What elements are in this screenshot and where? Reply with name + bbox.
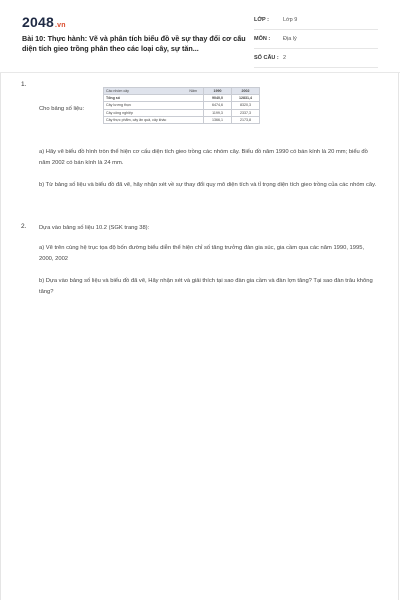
table-cell: 1366,1: [204, 116, 232, 123]
content-border-left: [0, 73, 1, 600]
meta-row-subject: [254, 35, 378, 49]
question-part-a: a) Vẽ trên cùng hệ trục tọa độ bốn đường biểu diễn thể hiện chỉ số tăng trưởng đàn gia súc, gia cầm qua các năm 1990, 1995, 2000, 2002: [39, 245, 365, 262]
worksheet-header: [0, 0, 400, 72]
table-cell: 2173,8: [232, 116, 260, 123]
question-part-b: b) Dựa vào bảng số liệu và biểu đồ đã vẽ, Hãy nhận xét và giải thích tại sao đàn gia cầm và đàn lợn tăng? Tại sao đàn trâu không tăng?: [39, 278, 373, 295]
worksheet-title: Bài 10: Thực hành: Vẽ và phân tích biểu đồ về sự thay đổi cơ cấu diện tích gieo trồng phân theo các loại cây, sự tăn...: [22, 34, 246, 53]
table-row: [104, 116, 260, 123]
table-cell: 12831,4: [232, 95, 260, 102]
meta-row-class: [254, 16, 378, 30]
corner-label-groups: Các nhóm cây: [106, 89, 129, 94]
meta-label: LỚP :: [254, 17, 269, 23]
question-number: 1.: [21, 81, 27, 88]
question-part-b: b) Từ bảng số liệu và biểu đồ đã vẽ, hãy nhận xét về sự thay đổi quy mô diện tích và tỉ trọng diện tích gieo trồng của các nhóm cây.: [39, 182, 377, 188]
table-cell: 1199,3: [204, 109, 232, 116]
table-header-year: 1990: [204, 88, 232, 95]
table-row-label: Cây thực phẩm, cây ăn quả, cây khác: [104, 116, 204, 123]
logo-tld: .vn: [54, 22, 66, 29]
meta-label: SỐ CÂU :: [254, 55, 279, 61]
meta-value: Địa lý: [283, 36, 297, 42]
table-row-label: Tổng số: [104, 95, 204, 102]
table-row: [104, 109, 260, 116]
table-row: [104, 102, 260, 109]
table-row-label: Cây lương thực: [104, 102, 204, 109]
table-cell: 2337,3: [232, 109, 260, 116]
corner-label-year: Năm: [189, 89, 197, 94]
table-row-label: Cây công nghiệp: [104, 109, 204, 116]
table-cell: 6474,6: [204, 102, 232, 109]
meta-row-question-count: [254, 54, 378, 68]
question-part-a: a) Hãy vẽ biểu đồ hình tròn thể hiện cơ cấu diện tích gieo trồng các nhóm cây. Biểu đồ năm 1990 có bán kính là 20 mm; biểu đồ năm 2002 có bán kính là 24 mm.: [39, 149, 368, 166]
table-cell: 8320,3: [232, 102, 260, 109]
meta-value: 2: [283, 55, 287, 61]
question-intro: Cho bảng số liệu:: [39, 106, 85, 112]
question-intro: Dựa vào bảng số liệu 10.2 (SGK trang 38):: [39, 225, 150, 231]
logo-text: 2048: [22, 14, 54, 30]
table-header-year: 2002: [232, 88, 260, 95]
header-divider: [0, 72, 400, 73]
table-cell: 9040,0: [204, 95, 232, 102]
meta-value: Lớp 9: [283, 17, 298, 23]
content-border-right: [398, 73, 399, 600]
table-row: [104, 95, 260, 102]
question-number: 2.: [21, 223, 27, 230]
table-header-row: [104, 88, 260, 95]
worksheet-meta: [254, 16, 378, 73]
table-corner-cell: [104, 88, 204, 95]
site-logo[interactable]: [22, 14, 66, 30]
meta-label: MÔN :: [254, 36, 271, 42]
data-table: [103, 87, 260, 124]
